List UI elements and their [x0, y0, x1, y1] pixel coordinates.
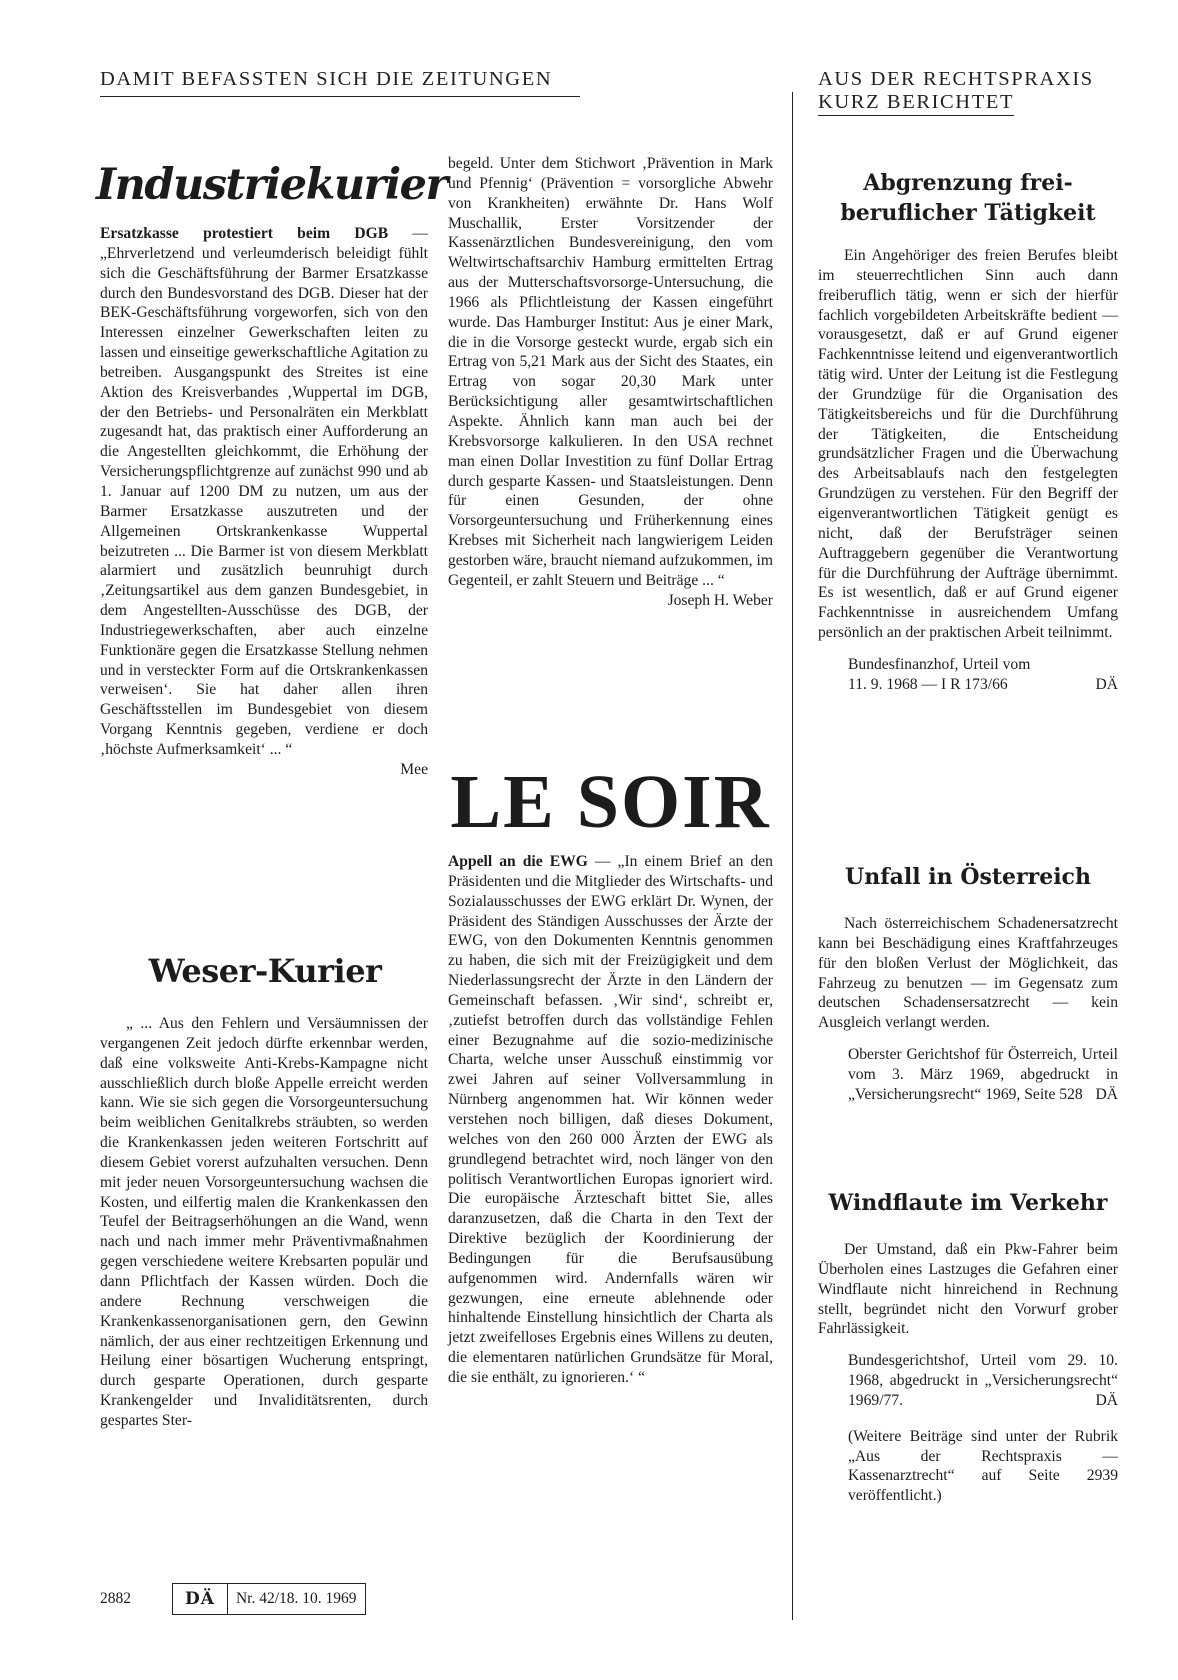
abgrenzung-citation-line2: 11. 9. 1968 — I R 173/66	[848, 675, 1008, 693]
section-header-right	[818, 68, 1118, 116]
windflaute-article	[818, 1240, 1118, 1506]
unfall-heading: Unfall in Österreich	[845, 864, 1091, 890]
footer-logo: DÄ	[173, 1584, 228, 1614]
weser-kurier-body-part2: begeld. Unter dem Stichwort ‚Prävention in Mark und Pfennig‘ (Prävention = vorsorgliche Abwehr von Krankheiten) erwähnte Dr. Hans Wolf Muschallik, Erster Vorsitzender der Kassenärztlichen Bundesvereinigung, den vom Weltwirtschaftsarchiv Hamburg ermittelten Ertrag aus der Mutterschaftsvorsorge-Untersuchung, die 1966 als Pflichtleistung der Kassen eingeführt wurde. Das Hamburger Institut: Aus je einer Mark, die in die Vorsorge gesteckt wurde, ergab sich ein Ertrag von 5,21 Mark aus der Sicht des Staates, ein Ertrag von sogar 20,30 Mark unter Berücksichtigung aller gesamtwirtschaftlichen Aspekte. Ähnlich kann man auch bei der Krebsvorsorge kalkulieren. In den USA rechnet man einen Dollar Investition zu fünf Dollar Ertrag durch gesparte Kassen- und Staatsleistungen. Denn für einen Gesunden, der ohne Vorsorgeuntersuchung und Früherkennung eines Krebses mit Sicherheit nach langwierigem Leiden gestorben wäre, braucht niemand aufzukommen, im Gegenteil, er zahlt Steuern und Beiträge ... “	[448, 155, 773, 589]
section-header-right-line1: AUS DER RECHTSPRAXIS	[818, 68, 1094, 90]
abgrenzung-heading-line1: Abgrenzung frei-	[863, 170, 1073, 196]
unfall-signature: DÄ	[1095, 1085, 1118, 1103]
industriekurier-article	[100, 224, 428, 780]
abgrenzung-body: Ein Angehöriger des freien Berufes bleibt im steuerrechtlichen Sinn auch dann freiberuflich tätig, wenn er sich der hierfür fachlich vorgebildeten Arbeitskräfte bedient — vorausgesetzt, daß er auf Grund eigener Fachkenntnisse leitend und eigenverantwortlich tätig wird. Unter der Leitung ist die Festlegung der Grundzüge für die Organisation des Tätigkeitsbereichs und für die Durchführung der Tätigkeiten, die Entscheidung grundsätzlicher Fragen und die Überwachung des Arbeitsablaufs nach den festgelegten Grundzügen zu verstehen. Für den Begriff der eigenverantwortlichen Tätigkeit genügt es nicht, daß der Berufsträger seinen Auftraggebern gegenüber die Verantwortung für die Durchführung der Aufträge übernimmt. Es ist wesentlich, daß er auf Grund eigener Fachkenntnisse in ausreichendem Umfang persönlich an der praktischen Arbeit teilnimmt.	[818, 247, 1118, 642]
le-soir-text	[448, 852, 773, 1388]
industriekurier-lead: Ersatzkasse protestiert beim DGB	[100, 225, 389, 242]
windflaute-citation	[818, 1351, 1118, 1411]
section-header-left: DAMIT BEFASSTEN SICH DIE ZEITUNGEN	[100, 68, 553, 90]
windflaute-body: Der Umstand, daß ein Pkw-Fahrer beim Überholen eines Lastzuges die Gefahren einer Windflaute nicht hinreichend in Rechnung stellt, begründet nicht den Vorwurf grober Fahrlässigkeit.	[818, 1241, 1118, 1338]
industriekurier-text	[100, 224, 428, 760]
section-header-right-line2: KURZ BERICHTET	[818, 91, 1014, 116]
header-rule	[100, 96, 580, 97]
weser-kurier-logo: Weser-Kurier	[148, 952, 382, 990]
unfall-body: Nach österreichischem Schadenersatzrecht kann bei Beschädigung eines Kraftfahrzeuges für den bloßen Verlust der Möglichkeit, das Fahrzeug zu benutzen — im Gegensatz zum deutschen Schadensersatzrecht — kein Ausgleich verlangt werden.	[818, 915, 1118, 1032]
page-footer	[100, 1583, 366, 1615]
abgrenzung-heading-line2: beruflicher Tätigkeit	[840, 200, 1096, 226]
industriekurier-signature: Mee	[400, 760, 428, 778]
le-soir-lead: Appell an die EWG	[448, 853, 588, 870]
abgrenzung-citation-line2-row	[848, 675, 1118, 695]
le-soir-article	[448, 852, 773, 1388]
le-soir-body: — „In einem Brief an den Präsidenten und die Mitglieder des Wirtschafts- und Sozialausschusses der EWG erklärt Dr. Wynen, der Präsident des Ständigen Ausschusses der Ärzte der EWG, von den Dokumenten Kenntnis genommen zu haben, die sich mit der Freizügigkeit und dem Niederlassungsrecht der Ärzte in den Ländern der Gemeinschaft befassen. ‚Wir sind‘, schreibt er, ‚zutiefst betroffen durch das vollständige Fehlen einer Bezugnahme auf die sozio-medizinische Charta, welche unser Ausschuß einstimmig vor zwei Jahren auf seiner Vollversammlung in Nürnberg angenommen hat. Wir können weder verstehen noch billigen, daß dieses Dokument, welches von den 260 000 Ärzten der EWG als grundlegend betrachtet wird, noch länger von den politisch Verantwortlichen Europas ignoriert wird. Die europäische Ärzteschaft bittet Sie, alles daranzusetzen, daß die Charta in den Text der Direktive bezüglich der Koordinierung der Bedingungen für die Berufsausübung aufgenommen wird. Andernfalls wären wir gezwungen, eine erneute ablehnende oder hinhaltende Einstellung hinsichtlich der Charta als jetzt zweifelloses Ergebnis eines Willens zu deuten, die elementaren natürlichen Grundsätze für Moral, die sie enthält, zu ignorieren.‘ “	[448, 853, 773, 1386]
weser-kurier-article-part2	[448, 154, 773, 610]
weser-kurier-body-part1: „ ... Aus den Fehlern und Versäumnissen der vergangenen Zeit jedoch dürfte erkennbar werden, daß eine volksweite Anti-Krebs-Kampagne nicht ausschließlich durch bloße Appelle erreicht werden kann. Wie sie sich gegen die Vorsorgeuntersuchung beim weiblichen Genitalkrebs sträubten, so werden die Krankenkassen jeden weiteren Fortschritt auf diesem Gebiet vorerst aufzuhalten versuchen. Denn mit jeder neuen Vorsorgeuntersuchung wachsen die Kosten, und eilfertig malen die Krankenkassen den Teufel der Beitragserhöhungen an die Wand, wenn nach und nach immer mehr Präventivmaßnahmen gegen verschiedene weitere Krebsarten populär und dann Pflichtfach der Kassen würden. Doch die andere Rechnung verschweigen die Krankenkassenorganisationen gern, den Gewinn nämlich, der aus einer rechtzeitigen Erkennung und Heilung einer bösartigen Wucherung entspringt, durch gesparte Operationen, durch gesparte Krankengelder und Invaliditätsrenten, durch gespartes Ster-	[100, 1015, 428, 1429]
unfall-citation-text: Oberster Gerichtshof für Österreich, Urteil vom 3. März 1969, abgedruckt in „Versicherungsrecht“ 1969, Seite 528	[848, 1046, 1118, 1103]
le-soir-logo: LE SOIR	[450, 760, 771, 844]
industriekurier-body: — „Ehrverletzend und verleumderisch beleidigt fühlt sich die Geschäftsführung der Barmer Ersatzkasse durch den Bundesvorstand des DGB. Dieser hat der BEK-Geschäftsführung vorgeworfen, sich von den Interessen einzelner Gewerkschaften leiten zu lassen und einseitige gewerkschaftliche Agitation zu betreiben. Ausgangspunkt des Streites ist eine Aktion des Kreisverbandes ‚Wuppertal im DGB, der den Betriebs- und Personalräten ein Merkblatt zugesandt hat, das praktisch einer Aufforderung an die Angestellten gleichkommt, die Erhöhung der Versicherungspflichtgrenze auf zunächst 990 und ab 1. Januar auf 1200 DM zu nutzen, um aus der Barmer Ersatzkasse auszutreten und der Allgemeinen Ortskrankenkasse Wuppertal beizutreten ... Die Barmer ist von diesem Merkblatt alarmiert und zusätzlich beunruhigt durch ‚Zeitungsartikel aus dem ganzen Bundesgebiet, in dem Angestellten-Ausschüsse des DGB, der Industriegewerkschaften, aber auch einzelne Funktionäre gegen die Ersatzkasse Stellung nehmen und in versteckter Form auf die Ortskrankenkassen verweisen‘. Sie hat daher allen ihren Geschäftsstellen im Bundesgebiet von diesem Vorgang Kenntnis gegeben, verdiene er doch ‚höchste Aufmerksamkeit‘ ... “	[100, 225, 428, 758]
footer-issue-box	[172, 1583, 366, 1615]
abgrenzung-citation-line1: Bundesfinanzhof, Urteil vom	[848, 655, 1031, 673]
abgrenzung-heading	[818, 168, 1118, 228]
abgrenzung-signature: DÄ	[1095, 675, 1118, 693]
footer-issue: Nr. 42/18. 10. 1969	[235, 1590, 357, 1607]
page-number: 2882	[100, 1590, 131, 1607]
weser-kurier-article-part1	[100, 1014, 428, 1431]
windflaute-heading: Windflaute im Verkehr	[828, 1190, 1108, 1216]
abgrenzung-citation	[818, 655, 1118, 695]
unfall-citation	[818, 1045, 1118, 1105]
weser-kurier-signature: Joseph H. Weber	[667, 591, 773, 609]
unfall-article	[818, 914, 1118, 1105]
abgrenzung-article	[818, 246, 1118, 695]
windflaute-note: (Weitere Beiträge sind unter der Rubrik „Aus der Rechtspraxis — Kassenarztrecht“ auf Seite 2939 veröffentlicht.)	[848, 1427, 1118, 1505]
industriekurier-logo: Industriekurier	[96, 160, 447, 210]
windflaute-signature: DÄ	[1095, 1391, 1118, 1409]
windflaute-citation-text: Bundesgerichtshof, Urteil vom 29. 10. 1968, abgedruckt in „Versicherungsrecht“ 1969/77.	[848, 1352, 1118, 1409]
column-divider	[792, 92, 793, 1620]
